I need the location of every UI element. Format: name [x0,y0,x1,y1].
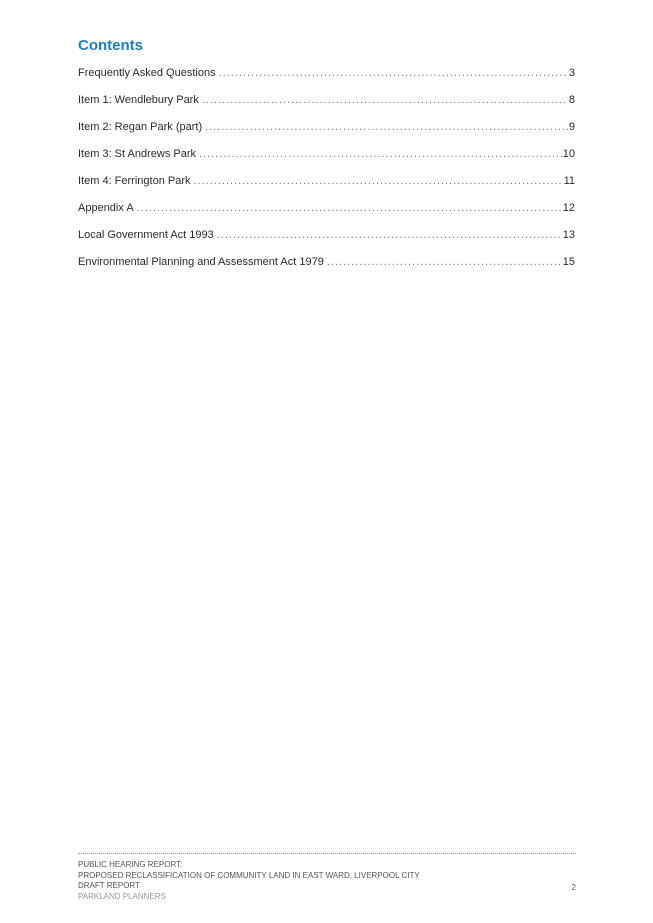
toc-entry[interactable] [78,67,575,94]
toc-entry-title: Environmental Planning and Assessment Act 1979 [78,256,324,268]
toc-entry-page: 3 [568,67,575,79]
toc-dot-leader [202,94,568,106]
toc-entry-title: Appendix A [78,202,134,214]
toc-entry-page: 8 [568,94,575,106]
page-number: 2 [571,883,576,892]
toc-dot-leader [327,256,562,268]
toc-entry-title: Item 1: Wendlebury Park [78,94,199,106]
toc-dot-leader [205,121,568,133]
toc-entry-page: 10 [562,148,575,160]
toc-entry-title: Item 4: Ferrington Park [78,175,191,187]
toc-dot-leader [137,202,562,214]
toc-entry[interactable] [78,148,575,175]
toc-dot-leader [194,175,563,187]
footer-report-title: PROPOSED RECLASSIFICATION OF COMMUNITY LAND IN EAST WARD, LIVERPOOL CITY [78,870,420,880]
toc-entry-page: 15 [562,256,575,268]
toc-entry[interactable] [78,256,575,283]
contents-heading: Contents [78,37,143,54]
footer-divider [78,853,576,854]
toc-entry[interactable] [78,94,575,121]
toc-entry[interactable] [78,175,575,202]
toc-entry-page: 13 [562,229,575,241]
toc-entry-title: Frequently Asked Questions [78,67,216,79]
toc-entry[interactable] [78,202,575,229]
toc-entry-page: 12 [562,202,575,214]
toc-dot-leader [219,67,568,79]
toc-entry-title: Local Government Act 1993 [78,229,214,241]
toc-dot-leader [199,148,562,160]
toc-entry[interactable] [78,121,575,148]
toc-entry-title: Item 3: St Andrews Park [78,148,196,160]
table-of-contents [78,67,575,283]
toc-dot-leader [217,229,562,241]
footer-author: PARKLAND PLANNERS [78,891,166,901]
toc-entry-title: Item 2: Regan Park (part) [78,121,203,133]
toc-entry-page: 9 [568,121,575,133]
toc-entry[interactable] [78,229,575,256]
footer-report-status: DRAFT REPORT [78,881,140,890]
page-footer [78,860,576,902]
toc-entry-page: 11 [563,175,575,187]
footer-report-type: PUBLIC HEARING REPORT: [78,860,183,869]
